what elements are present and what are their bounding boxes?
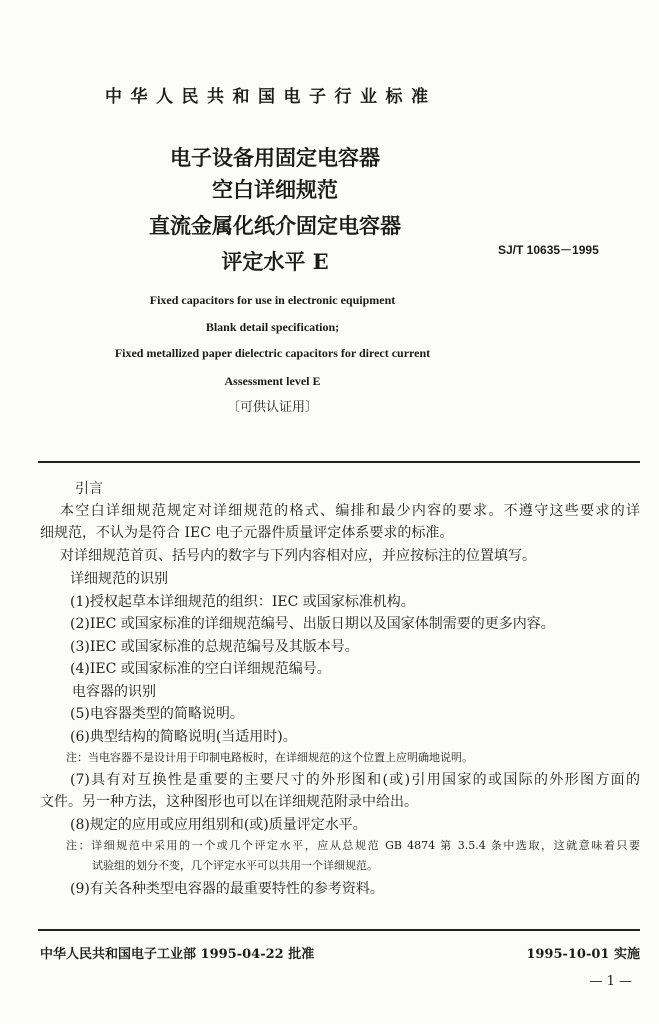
bottom-divider <box>38 929 640 931</box>
list-item: (6)典型结构的简略说明(当适用时)。 <box>70 729 297 745</box>
list-item: (1)授权起草本详细规范的组织：IEC 或国家标准机构。 <box>70 594 415 610</box>
implementation-date: 1995-10-01 实施 <box>526 947 640 962</box>
approval-info: 中华人民共和国电子工业部 1995-04-22 批准 <box>40 947 315 962</box>
title-line-2: 空白详细规范 <box>212 177 338 202</box>
english-title-line-2: Blank detail specification; <box>205 320 340 334</box>
list-item: (5)电容器类型的简略说明。 <box>70 706 244 722</box>
top-divider <box>38 461 640 463</box>
standard-code: SJ/T 10635－1995 <box>498 243 599 257</box>
page-number: — 1 — <box>589 974 632 989</box>
list-item: (9)有关各种类型电容器的最重要特性的参考资料。 <box>70 881 384 897</box>
subsection-heading: 电容器的识别 <box>72 684 156 700</box>
title-line-1: 电子设备用固定电容器 <box>170 145 380 170</box>
body-line: 文件。另一种方法，这种图形也可以在详细规范附录中给出。 <box>40 794 418 810</box>
subsection-heading: 详细规范的识别 <box>70 571 168 587</box>
body-line: 本空白详细规范规定对详细规范的格式、编排和最少内容的要求。不遵守这些要求的详 <box>60 503 640 519</box>
list-item: (4)IEC 或国家标准的空白详细规范编号。 <box>70 661 331 677</box>
note-line: 注：当电容器不是设计用于印制电路板时，在详细规范的这个位置上应明确地说明。 <box>66 751 473 764</box>
section-heading: 引言 <box>75 481 103 497</box>
note-line: 注：详细规范中采用的一个或几个评定水平，应从总规范 GB 4874 第 3.5.4 条中选取，这就意味着只要 <box>66 839 640 852</box>
title-line-3: 直流金属化纸介固定电容器 <box>149 213 401 238</box>
title-line-4: 评定水平 E <box>221 249 329 274</box>
body-line: 对详细规范首页、括号内的数字与下列内容相对应，并应按标注的位置填写。 <box>60 548 536 564</box>
list-item: (7)具有对互换性是重要的主要尺寸的外形图和(或)引用国家的或国际的外形图方面的 <box>70 772 640 788</box>
english-title-line-3: Fixed metallized paper dielectric capacitors for direct current <box>114 346 431 360</box>
english-title-line-1: Fixed capacitors for use in electronic equipment <box>149 293 396 307</box>
list-item: (3)IEC 或国家标准的总规范编号及其版本号。 <box>70 639 359 655</box>
english-title-line-4: Assessment level E <box>224 374 321 388</box>
list-item: (2)IEC 或国家标准的详细规范编号、出版日期以及国家体制需要的更多内容。 <box>70 616 555 632</box>
note-line: 试验组的划分不变，几个评定水平可以共用一个详细规范。 <box>92 859 378 872</box>
body-line: 细规范，不认为是符合 IEC 电子元器件质量评定体系要求的标准。 <box>40 525 454 541</box>
list-item: (8)规定的应用或应用组别和(或)质量评定水平。 <box>70 817 367 833</box>
standard-category-header: 中华人民共和国电子行业标准 <box>105 87 437 107</box>
certification-note: 〔可供认证用〕 <box>226 400 318 415</box>
